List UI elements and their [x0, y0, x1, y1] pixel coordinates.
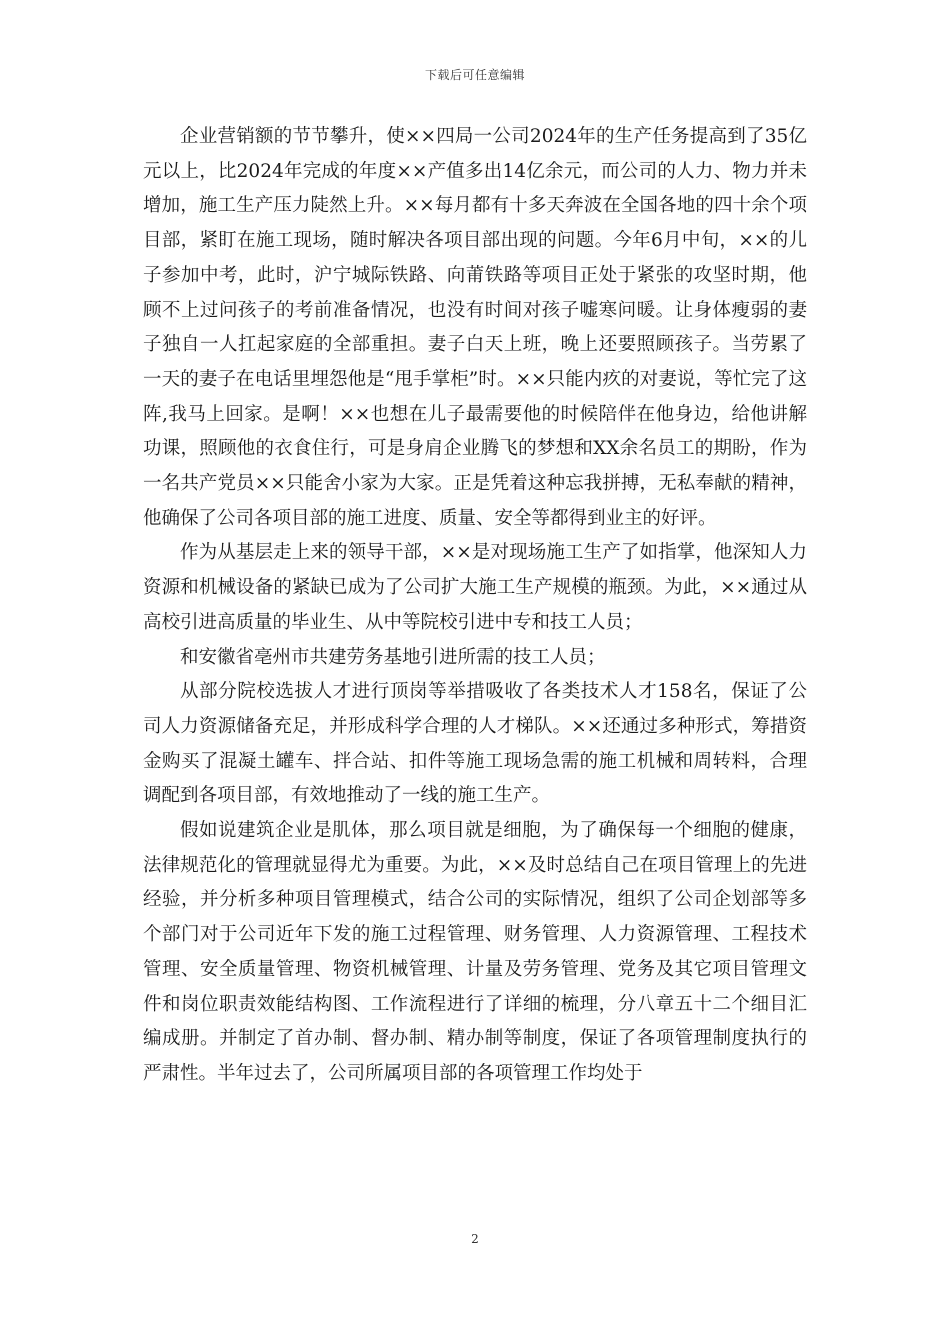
paragraph: 假如说建筑企业是肌体，那么项目就是细胞，为了确保每一个细胞的健康，法律规范化的管理就显得尤为重要。为此，××及时总结自己在项目管理上的先进经验，并分析多种项目管理模式，结合公司的实际情况，组织了公司企划部等多个部门对于公司近年下发的施工过程管理、财务管理、人力资源管理、工程技术管理、安全质量管理、物资机械管理、计量及劳务管理、党务及其它项目管理文件和岗位职责效能结构图、工作流程进行了详细的梳理，分八章五十二个细目汇编成册。并制定了首办制、督办制、精办制等制度，保证了各项管理制度执行的严肃性。半年过去了，公司所属项目部的各项管理工作均处于: [143, 820, 807, 1084]
paragraph: 企业营销额的节节攀升，使××四局一公司2024年的生产任务提高到了35亿元以上，比2024年完成的年度××产值多出14亿余元，而公司的人力、物力并未增加，施工生产压力陡然上升。××每月都有十多天奔波在全国各地的四十余个项目部，紧盯在施工现场，随时解决各项目部出现的问题。今年6月中旬，××的儿子参加中考，此时，沪宁城际铁路、向莆铁路等项目正处于紧张的攻坚时期，他顾不上过问孩子的考前准备情况，也没有时间对孩子嘘寒问暖。让身体瘦弱的妻子独自一人扛起家庭的全部重担。妻子白天上班，晚上还要照顾孩子。当劳累了一天的妻子在电话里埋怨他是“甩手掌柜”时。××只能内疚的对妻说，等忙完了这阵,我马上回家。是啊！××也想在儿子最需要他的时候陪伴在他身边，给他讲解功课，照顾他的衣食住行，可是身肩企业腾飞的梦想和XX余名员工的期盼，作为一名共产党员××只能舍小家为大家。正是凭着这种忘我拼搏，无私奉献的精神，他确保了公司各项目部的施工进度、质量、安全等都得到业主的好评。: [143, 126, 807, 529]
paragraph: 从部分院校选拔人才进行顶岗等举措吸收了各类技术人才158名，保证了公司人力资源储备充足，并形成科学合理的人才梯队。××还通过多种形式，筹措资金购买了混凝土罐车、拌合站、扣件等施工现场急需的施工机械和周转料，合理调配到各项目部，有效地推动了一线的施工生产。: [143, 681, 807, 807]
page-header-note: 下载后可任意编辑: [424, 68, 525, 82]
document-body: [143, 120, 807, 1092]
paragraph: 和安徽省亳州市共建劳务基地引进所需的技工人员；: [180, 646, 606, 668]
paragraph: 作为从基层走上来的领导干部，××是对现场施工生产了如指掌，他深知人力资源和机械设备的紧缺已成为了公司扩大施工生产规模的瓶颈。为此，××通过从高校引进高质量的毕业生、从中等院校引进中专和技工人员；: [143, 542, 807, 633]
page-number: 2: [471, 1232, 479, 1246]
